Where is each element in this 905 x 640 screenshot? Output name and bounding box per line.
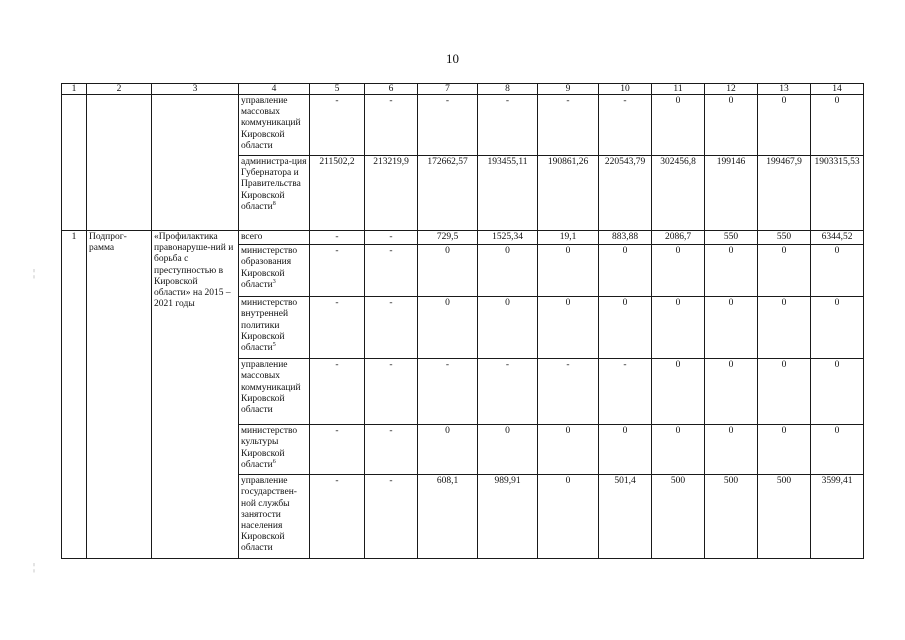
value-cell: 0 xyxy=(758,297,811,359)
footnote-mark: 3 xyxy=(272,278,276,285)
value-cell: 190861,26 xyxy=(538,156,599,231)
value-cell: 0 xyxy=(652,297,705,359)
row-label xyxy=(239,245,310,297)
row-label xyxy=(239,297,310,359)
value-cell: 0 xyxy=(478,297,538,359)
value-cell: - xyxy=(478,359,538,425)
row-label-text: управление массовых коммуникаций Кировской области xyxy=(241,96,301,151)
page-number: 10 xyxy=(446,51,459,66)
value-cell: 220543,79 xyxy=(599,156,652,231)
value-cell: 0 xyxy=(811,297,864,359)
value-cell: - xyxy=(538,95,599,156)
row-label xyxy=(239,95,310,156)
value-cell: - xyxy=(310,297,365,359)
table-row xyxy=(62,231,864,245)
value-cell: 6344,52 xyxy=(811,231,864,245)
column-header: 3 xyxy=(152,84,239,95)
column-header: 6 xyxy=(365,84,418,95)
value-cell: 0 xyxy=(652,359,705,425)
value-cell: 199146 xyxy=(705,156,758,231)
row-label xyxy=(239,156,310,231)
footnote-mark: 5 xyxy=(272,341,276,348)
row-label-text: администра-ция Губернатора и Правительства Кировской области xyxy=(241,157,307,212)
value-cell: 0 xyxy=(418,245,478,297)
column-header: 4 xyxy=(239,84,310,95)
row-label xyxy=(239,231,310,245)
value-cell: 883,88 xyxy=(599,231,652,245)
empty-cell xyxy=(62,95,87,231)
row-number: 1 xyxy=(62,231,87,559)
value-cell: 0 xyxy=(538,297,599,359)
value-cell: 608,1 xyxy=(418,475,478,559)
value-cell: 0 xyxy=(418,297,478,359)
value-cell: 0 xyxy=(652,425,705,475)
value-cell: 989,91 xyxy=(478,475,538,559)
value-cell: - xyxy=(310,231,365,245)
value-cell: 1903315,53 xyxy=(811,156,864,231)
value-cell: - xyxy=(310,425,365,475)
value-cell: 0 xyxy=(705,95,758,156)
value-cell: 0 xyxy=(811,245,864,297)
program-type: Подпрог-рамма xyxy=(87,231,152,559)
value-cell: - xyxy=(310,475,365,559)
value-cell: 0 xyxy=(811,359,864,425)
column-header: 2 xyxy=(87,84,152,95)
value-cell: - xyxy=(365,231,418,245)
value-cell: 0 xyxy=(705,359,758,425)
value-cell: 0 xyxy=(599,245,652,297)
value-cell: - xyxy=(418,359,478,425)
footnote-mark: 6 xyxy=(272,458,276,465)
row-label xyxy=(239,475,310,559)
value-cell: 199467,9 xyxy=(758,156,811,231)
row-label-text: управление массовых коммуникаций Кировской области xyxy=(241,360,301,416)
value-cell: 3599,41 xyxy=(811,475,864,559)
value-cell: - xyxy=(365,245,418,297)
column-header: 13 xyxy=(758,84,811,95)
column-header: 12 xyxy=(705,84,758,95)
value-cell: 213219,9 xyxy=(365,156,418,231)
value-cell: 729,5 xyxy=(418,231,478,245)
value-cell: 0 xyxy=(705,425,758,475)
margin-mark: ¦ xyxy=(33,268,36,279)
row-label-text: министерство внутренней политики Кировской области xyxy=(241,298,298,354)
value-cell: 0 xyxy=(599,297,652,359)
row-label xyxy=(239,425,310,475)
value-cell: 19,1 xyxy=(538,231,599,245)
row-label xyxy=(239,359,310,425)
value-cell: 0 xyxy=(811,425,864,475)
value-cell: - xyxy=(310,95,365,156)
value-cell: - xyxy=(538,359,599,425)
row-label-text: управление государствен-ной службы занятости населения Кировской области xyxy=(241,476,297,554)
value-cell: 1525,34 xyxy=(478,231,538,245)
value-cell: - xyxy=(365,95,418,156)
value-cell: 2086,7 xyxy=(652,231,705,245)
value-cell: - xyxy=(365,425,418,475)
value-cell: - xyxy=(310,359,365,425)
column-header: 9 xyxy=(538,84,599,95)
value-cell: 302456,8 xyxy=(652,156,705,231)
value-cell: 0 xyxy=(599,425,652,475)
footnote-mark: 8 xyxy=(272,200,276,207)
value-cell: 500 xyxy=(705,475,758,559)
value-cell: - xyxy=(478,95,538,156)
header-row xyxy=(62,84,864,95)
column-header: 7 xyxy=(418,84,478,95)
column-header: 5 xyxy=(310,84,365,95)
value-cell: 0 xyxy=(538,425,599,475)
column-header: 10 xyxy=(599,84,652,95)
margin-mark: ¦ xyxy=(33,562,36,573)
value-cell: 501,4 xyxy=(599,475,652,559)
value-cell: 0 xyxy=(758,425,811,475)
value-cell: 193455,11 xyxy=(478,156,538,231)
value-cell: 0 xyxy=(652,95,705,156)
value-cell: 172662,57 xyxy=(418,156,478,231)
value-cell: - xyxy=(310,245,365,297)
value-cell: 0 xyxy=(758,95,811,156)
value-cell: 0 xyxy=(538,475,599,559)
value-cell: 0 xyxy=(705,245,758,297)
value-cell: 500 xyxy=(652,475,705,559)
row-label-text: министерство культуры Кировской области xyxy=(241,426,298,470)
value-cell: 550 xyxy=(705,231,758,245)
empty-cell xyxy=(87,95,152,231)
value-cell: 0 xyxy=(538,245,599,297)
value-cell: 0 xyxy=(652,245,705,297)
value-cell: - xyxy=(418,95,478,156)
column-header: 8 xyxy=(478,84,538,95)
table-row xyxy=(62,95,864,156)
column-header: 11 xyxy=(652,84,705,95)
value-cell: 0 xyxy=(758,245,811,297)
value-cell: - xyxy=(599,95,652,156)
value-cell: 0 xyxy=(478,425,538,475)
value-cell: - xyxy=(365,297,418,359)
value-cell: - xyxy=(365,475,418,559)
budget-table xyxy=(61,83,864,559)
column-header: 14 xyxy=(811,84,864,95)
row-label-text: министерство образования Кировской области xyxy=(241,246,298,290)
empty-cell xyxy=(152,95,239,231)
value-cell: 0 xyxy=(811,95,864,156)
value-cell: 0 xyxy=(418,425,478,475)
column-header: 1 xyxy=(62,84,87,95)
value-cell: - xyxy=(365,359,418,425)
value-cell: 500 xyxy=(758,475,811,559)
value-cell: 550 xyxy=(758,231,811,245)
program-name: «Профилактика правонаруше-ний и борьба с преступностью в Кировской области» на 2015 – 2021 годы xyxy=(152,231,239,559)
value-cell: - xyxy=(599,359,652,425)
value-cell: 0 xyxy=(478,245,538,297)
value-cell: 211502,2 xyxy=(310,156,365,231)
value-cell: 0 xyxy=(705,297,758,359)
row-label-text: всего xyxy=(241,232,263,242)
value-cell: 0 xyxy=(758,359,811,425)
